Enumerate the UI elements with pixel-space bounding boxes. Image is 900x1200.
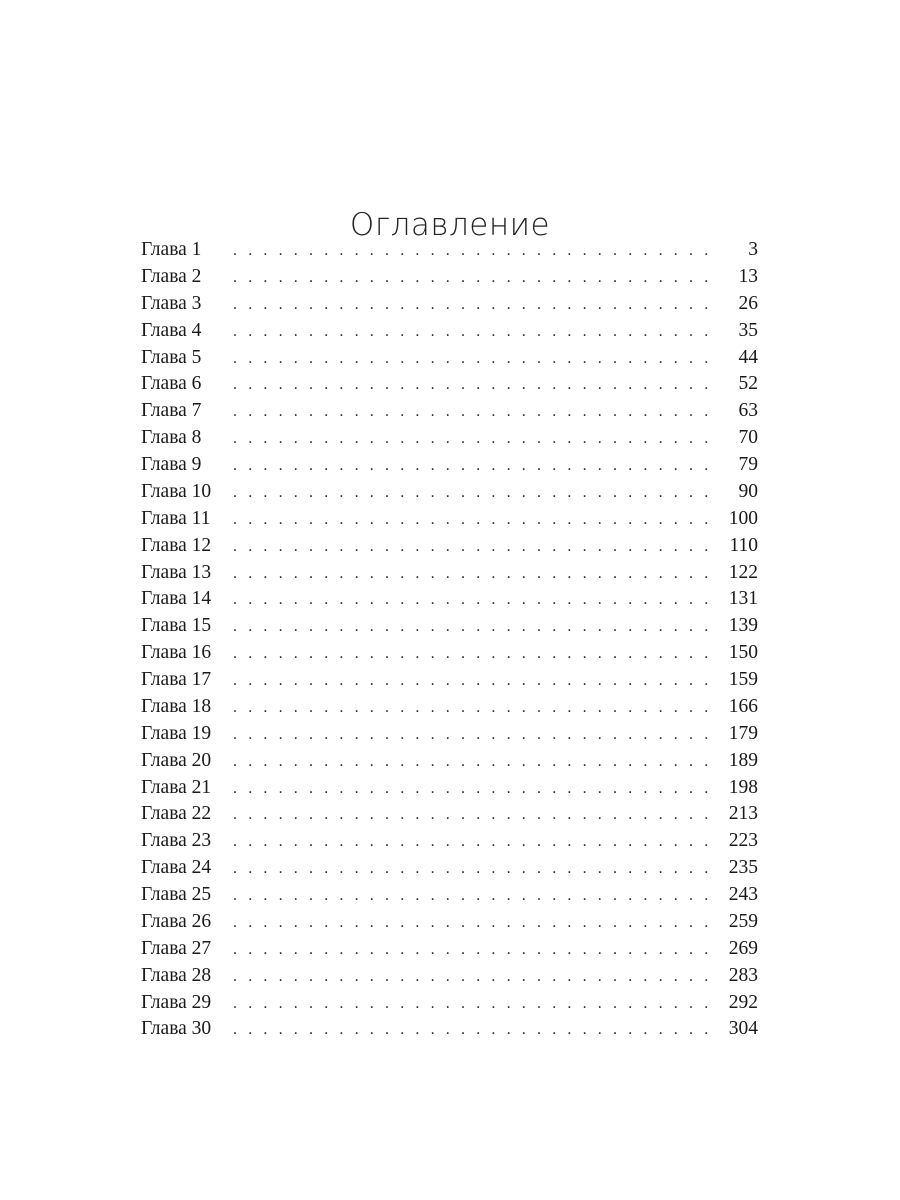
dot-leader	[233, 1017, 710, 1044]
dot-leader	[233, 238, 710, 265]
dot-leader	[233, 587, 710, 614]
toc-entry-label: Глава 5	[141, 346, 202, 368]
dot-leader	[233, 910, 710, 937]
toc-entry-page-number: 26	[738, 292, 758, 314]
toc-entry-label: Глава 29	[141, 991, 212, 1013]
toc-entry-label: Глава 1	[141, 239, 202, 260]
toc-entry[interactable]	[141, 560, 758, 587]
toc-entry[interactable]	[141, 613, 758, 640]
dot-leader	[233, 319, 710, 346]
toc-entry[interactable]	[141, 748, 758, 775]
toc-entry[interactable]	[141, 237, 758, 264]
toc-entry-label: Глава 7	[141, 400, 202, 422]
toc-entry-page-number: 243	[728, 884, 758, 905]
toc-entry-label: Глава 30	[141, 1018, 212, 1040]
dot-leader	[233, 372, 710, 399]
toc-entry-page-number: 198	[728, 776, 758, 798]
toc-entry-page-number: 269	[728, 937, 758, 959]
dot-leader	[233, 346, 710, 373]
toc-entry-label: Глава 20	[141, 749, 212, 771]
dot-leader	[233, 856, 710, 883]
dot-leader	[233, 507, 710, 534]
toc-entry-label: Глава 16	[141, 642, 212, 664]
toc-entry-label: Глава 27	[141, 937, 212, 959]
toc-entry-label: Глава 2	[141, 265, 202, 287]
toc-entry-page-number: 213	[728, 803, 758, 825]
dot-leader	[233, 722, 710, 749]
toc-entry-label: Глава 15	[141, 615, 212, 637]
dot-leader	[233, 453, 710, 480]
toc-entry[interactable]	[141, 291, 758, 318]
toc-entry[interactable]	[141, 936, 758, 963]
dot-leader	[233, 668, 710, 695]
toc-entry-label: Глава 4	[141, 319, 202, 341]
dot-leader	[233, 776, 710, 803]
toc-entry-label: Глава 6	[141, 373, 202, 395]
toc-entry-page-number: 70	[738, 427, 758, 449]
dot-leader	[233, 883, 710, 910]
toc-entry[interactable]	[141, 801, 758, 828]
dot-leader	[233, 829, 710, 856]
toc-entry-page-number: 131	[728, 588, 758, 610]
toc-entry-page-number: 304	[728, 1018, 758, 1040]
toc-entry[interactable]	[141, 667, 758, 694]
toc-entry[interactable]	[141, 479, 758, 506]
toc-entry-page-number: 179	[728, 722, 758, 744]
dot-leader	[233, 964, 710, 991]
toc-entry-page-number: 223	[728, 830, 758, 852]
dot-leader	[233, 426, 710, 453]
toc-entry-label: Глава 23	[141, 830, 212, 852]
dot-leader	[233, 749, 710, 776]
toc-entry-label: Глава 13	[141, 561, 212, 583]
dot-leader	[233, 937, 710, 964]
toc-entry-page-number: 100	[728, 507, 758, 529]
dot-leader	[233, 292, 710, 319]
dot-leader	[233, 991, 710, 1018]
toc-entry-page-number: 3	[748, 239, 758, 260]
toc-entry-label: Глава 19	[141, 722, 212, 744]
toc-entry-page-number: 35	[738, 319, 758, 341]
dot-leader	[233, 534, 710, 561]
toc-entry[interactable]	[141, 398, 758, 425]
toc-entry[interactable]	[141, 963, 758, 990]
toc-entry-label: Глава 17	[141, 669, 212, 690]
toc-entry-label: Глава 18	[141, 695, 212, 717]
toc-entry[interactable]	[141, 452, 758, 479]
toc-entry-page-number: 150	[728, 642, 758, 664]
toc-entry-label: Глава 8	[141, 427, 202, 449]
toc-entry-label: Глава 9	[141, 454, 202, 475]
toc-entry-page-number: 283	[728, 964, 758, 986]
toc-entry[interactable]	[141, 506, 758, 533]
toc-entry-page-number: 13	[738, 265, 758, 287]
toc-entry-label: Глава 25	[141, 884, 212, 905]
toc-entry-label: Глава 10	[141, 480, 212, 502]
toc-entry[interactable]	[141, 990, 758, 1017]
toc-entry-page-number: 189	[728, 749, 758, 771]
toc-entry[interactable]	[141, 533, 758, 560]
toc-entry-label: Глава 3	[141, 292, 202, 314]
toc-entry-page-number: 44	[738, 346, 758, 368]
toc-entry-page-number: 90	[738, 480, 758, 502]
page-title: Оглавление	[349, 206, 551, 243]
toc-entry[interactable]	[141, 882, 758, 909]
toc-entry-label: Глава 22	[141, 803, 212, 825]
toc-entry[interactable]	[141, 855, 758, 882]
toc-entry[interactable]	[141, 586, 758, 613]
toc-entry-page-number: 166	[728, 695, 758, 717]
toc-entry-label: Глава 21	[141, 776, 212, 798]
toc-entry-page-number: 235	[728, 857, 758, 879]
toc-entry-page-number: 139	[728, 615, 758, 637]
dot-leader	[233, 399, 710, 426]
toc-entry-label: Глава 12	[141, 534, 212, 556]
toc-entry-page-number: 122	[728, 561, 758, 583]
toc-entry-label: Глава 11	[141, 507, 211, 529]
dot-leader	[233, 695, 710, 722]
dot-leader	[233, 265, 710, 292]
toc-entry-page-number: 159	[728, 669, 758, 690]
toc-entry-page-number: 63	[738, 400, 758, 422]
toc-entry[interactable]	[141, 425, 758, 452]
dot-leader	[233, 480, 710, 507]
toc-entry[interactable]	[141, 775, 758, 802]
toc-entry[interactable]	[141, 640, 758, 667]
table-of-contents	[141, 237, 758, 1043]
toc-entry[interactable]	[141, 371, 758, 398]
toc-entry-page-number: 110	[729, 534, 758, 556]
toc-entry[interactable]	[141, 828, 758, 855]
toc-entry-page-number: 79	[738, 454, 758, 475]
toc-entry[interactable]	[141, 721, 758, 748]
dot-leader	[233, 614, 710, 641]
toc-entry[interactable]	[141, 694, 758, 721]
toc-entry-page-number: 52	[738, 373, 758, 395]
toc-entry-label: Глава 24	[141, 857, 212, 879]
toc-entry[interactable]	[141, 909, 758, 936]
toc-entry[interactable]	[141, 345, 758, 372]
toc-entry-page-number: 259	[728, 910, 758, 932]
toc-entry[interactable]	[141, 264, 758, 291]
toc-entry-label: Глава 26	[141, 910, 212, 932]
dot-leader	[233, 641, 710, 668]
toc-entry-page-number: 292	[728, 991, 758, 1013]
toc-entry[interactable]	[141, 318, 758, 345]
toc-entry[interactable]	[141, 1016, 758, 1043]
dot-leader	[233, 561, 710, 588]
dot-leader	[233, 802, 710, 829]
toc-entry-label: Глава 28	[141, 964, 212, 986]
toc-entry-label: Глава 14	[141, 588, 212, 610]
